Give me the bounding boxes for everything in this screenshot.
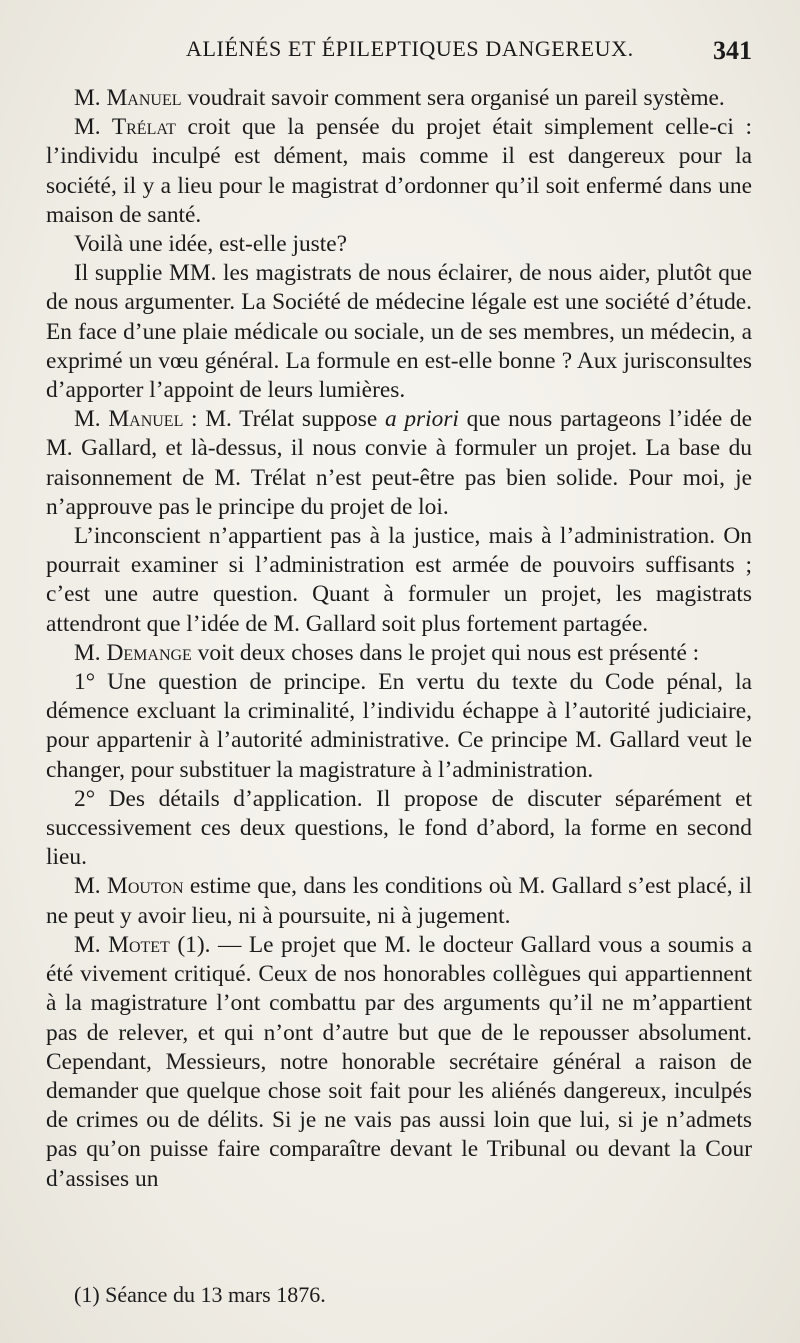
body-text xyxy=(46,84,752,1194)
paragraph xyxy=(46,230,752,259)
paragraph-text: : M. Trélat suppose xyxy=(183,406,385,433)
paragraph xyxy=(46,522,752,639)
paragraph xyxy=(46,639,752,668)
speaker-name: M. Trélat xyxy=(74,114,176,141)
paragraph xyxy=(46,259,752,405)
page-header xyxy=(0,36,800,76)
paragraph xyxy=(46,785,752,873)
speaker-name: M. Mouton xyxy=(74,873,184,900)
paragraph xyxy=(46,931,752,1194)
paragraph-text: estime que, dans les conditions où M. Gallard s’est placé, il ne peut y avoir lieu, ni à poursuite, ni à jugement. xyxy=(46,873,752,929)
speaker-name: M. Demange xyxy=(74,639,192,666)
paragraph-text: Il supplie MM. les magistrats de nous éclairer, de nous aider, plutôt que de nous argumenter. La Société de médecine légale est une société d’étude. En face d’une plaie médicale ou sociale, un de ses membres, un médecin, a exprimé un vœu général. La formule en est-elle bonne ? Aux jurisconsultes d’apporter l’appoint de leurs lumières. xyxy=(46,260,752,404)
speaker-name: M. Manuel xyxy=(74,406,184,433)
speaker-name: M. Motet xyxy=(74,931,170,958)
paragraph-text: (1). — Le projet que M. le docteur Gallard vous a soumis a été vivement critiqué. Ceux de nos honorables collègues qui appartiennent à la magistrature l’ont combattu par des arguments qu’il ne m’appartient pas de relever, et qui n’ont d’autre but que de le repousser absolument. Cependant, Messieurs, notre honorable secrétaire général a raison de demander que quelque chose soit fait pour les aliénés dangereux, inculpés de crimes ou de délits. Si je ne vais pas aussi loin que lui, si je n’admets pas qu’on puisse faire comparaître devant le Tribunal ou devant la Cour d’assises un xyxy=(46,931,752,1192)
paragraph-text: voit deux choses dans le projet qui nous est présenté : xyxy=(191,639,700,666)
paragraph-text: 2° Des détails d’application. Il propose de discuter séparément et successivement ces deux questions, le fond d’abord, la forme en second lieu. xyxy=(46,785,752,871)
italic-phrase: a priori xyxy=(384,406,459,433)
paragraph-text: L’inconscient n’appartient pas à la justice, mais à l’administration. On pourrait examiner si l’administration est armée de pouvoirs suffisants ; c’est une autre question. Quant à formuler un projet, les magistrats attendront que l’idée de M. Gallard soit plus fortement partagée. xyxy=(46,523,752,637)
paragraph-text: Voilà une idée, est-elle juste? xyxy=(74,231,348,258)
paragraph-text: que nous partageons l’idée de M. Gallard, et là-dessus, il nous convie à formuler un projet. La base du raisonnement de M. Trélat n’est peut-être pas bien solide. Pour moi, je n’approuve pas le principe du projet de loi. xyxy=(46,406,752,520)
paragraph-text: 1° Une question de principe. En vertu du texte du Code pénal, la démence excluant la criminalité, l’individu échappe à l’autorité judiciaire, pour appartenir à l’autorité administrative. Ce principe M. Gallard veut le changer, pour substituer la magistrature à l’administration. xyxy=(46,669,752,783)
paragraph-text: croit que la pensée du projet était simplement celle-ci : l’individu inculpé est dément, mais comme il est dangereux pour la société, il y a lieu pour le magistrat d’ordonner qu’il soit enfermé dans une maison de santé. xyxy=(46,114,753,228)
paragraph xyxy=(46,668,752,785)
page-number: 341 xyxy=(713,36,752,65)
paragraph-text: voudrait savoir comment sera organisé un pareil système. xyxy=(181,85,725,111)
paragraph xyxy=(46,872,752,930)
paragraph xyxy=(46,405,752,522)
speaker-name: M. Manuel xyxy=(74,85,182,111)
paragraph xyxy=(46,84,752,113)
footnote: (1) Séance du 13 mars 1876. xyxy=(74,1282,326,1307)
paragraph xyxy=(46,113,752,230)
running-head: ALIÉNÉS ET ÉPILEPTIQUES DANGEREUX. xyxy=(186,36,634,61)
